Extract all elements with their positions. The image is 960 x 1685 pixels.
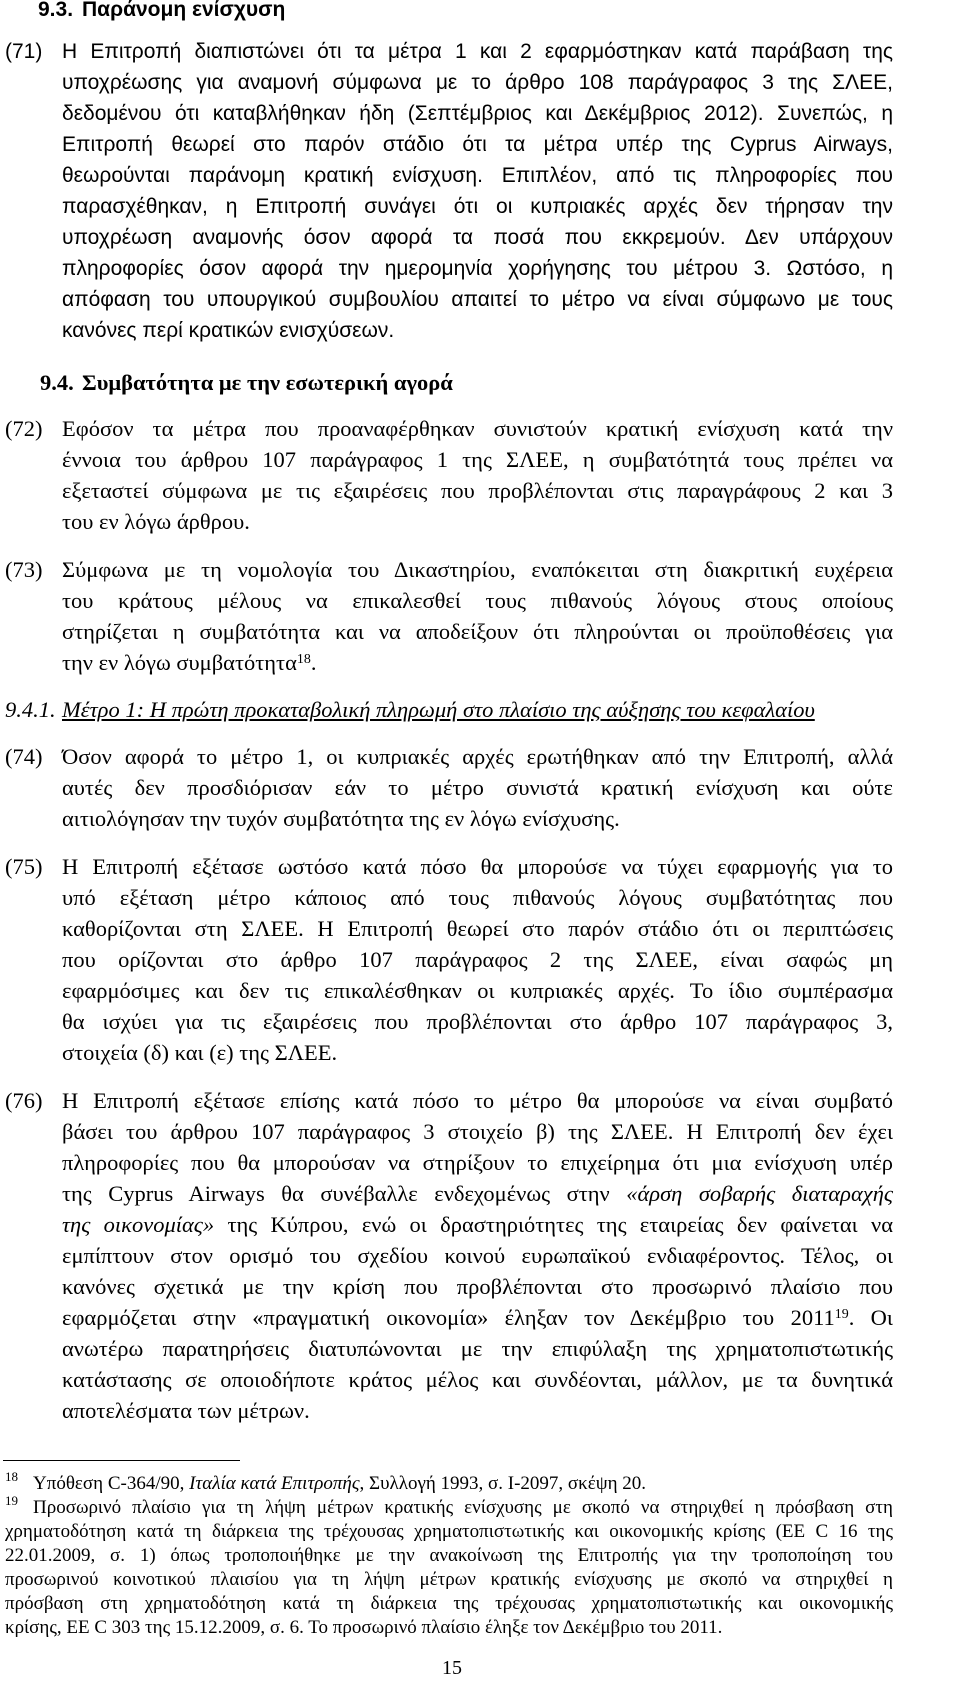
text-line: Σύμφωνα με τη νομολογία του Δικαστηρίου, εναπόκειται στη διακριτική ευχέρεια: [62, 557, 893, 582]
footnote-reference: 18: [296, 652, 311, 668]
paragraph-body: [62, 413, 893, 537]
paragraph-number: (74): [5, 744, 43, 769]
paragraph-body: [62, 741, 893, 834]
footnote-line: χρηματοδότηση κατά τη διάρκεια της τρέχουσας χρηματοπιστωτικής και οικονομικής κρίσης (ΕΕ C 16 της: [5, 1521, 893, 1542]
section-number: 9.4.: [40, 370, 74, 395]
text-line: Η Επιτροπή εξέτασε ωστόσο κατά πόσο θα μπορούσε να τύχει εφαρμογής για το: [62, 854, 893, 879]
section-title: Παράνομη ενίσχυση: [82, 0, 286, 21]
text-line: ανωτέρω παρατηρήσεις διατυπώνονται με την επιφύλαξη της χρηματοπιστωτικής: [62, 1336, 893, 1361]
text-line: υποχρέωσης για αναμονή σύμφωνα με το άρθρο 108 παράγραφος 3 της ΣΛΕΕ,: [62, 71, 893, 94]
section-heading-9-4-1: [0, 694, 960, 725]
footnote-reference: 19: [834, 1307, 849, 1323]
text-line: αιτιολόγησαν την τυχόν συμβατότητα της εν λόγω ενίσχυσης.: [62, 806, 620, 831]
text-line: δεδομένου ότι καταβλήθηκαν ήδη (Σεπτέμβριος και Δεκέμβριος 2012). Συνεπώς, η: [62, 102, 893, 125]
footnote-number-text: 18: [5, 1469, 18, 1484]
italic-quote: της οικονομίας»: [62, 1212, 215, 1237]
footnote-number-text: 19: [5, 1493, 18, 1508]
text-line: [62, 647, 893, 678]
text-line: υποχρέωση αναμονής όσον αφορά τα ποσά που εκκρεμούν. Δεν υπάρχουν: [62, 226, 893, 249]
text-line: Η Επιτροπή εξέτασε επίσης κατά πόσο το μέτρο θα μπορούσε να είναι συμβατό: [62, 1088, 893, 1113]
section-title: Συμβατότητα με την εσωτερική αγορά: [82, 370, 453, 395]
footnote-line: πρόσβαση στη χρηματοδότηση κατά τη διάρκεια της τρέχουσας χρηματοπιστωτικής και οικονομικής: [5, 1593, 893, 1614]
text-line: Εφόσον τα μέτρα που προαναφέρθηκαν συνιστούν κρατική ενίσχυση κατά την: [62, 416, 893, 441]
paragraph-body: [62, 851, 893, 1068]
text-segment: της Cyprus Airways θα συνέβαλλε ενδεχομένως στην: [62, 1181, 627, 1206]
text-line: [62, 1209, 893, 1240]
text-line: υπό εξέταση μέτρο κάποιος από τους πιθανούς λόγους συμβατότητας που: [62, 885, 893, 910]
text-line: θεωρούνται παράνομη κρατική ενίσχυση. Επιπλέον, από τις πληροφορίες που: [62, 164, 893, 187]
paragraph-number: (76): [5, 1088, 43, 1113]
paragraph-number: (75): [5, 854, 43, 879]
text-line: [62, 1302, 893, 1333]
text-segment: .: [310, 650, 317, 675]
text-segment: εφαρμόζεται στην «πραγματική οικονομία» έληξαν τον Δεκέμβριο του 2011: [62, 1305, 835, 1330]
case-name: Ιταλία κατά Επιτροπής: [189, 1473, 360, 1494]
text-line: αυτές δεν προσδιόρισαν εάν το μέτρο συνιστά κρατική ενίσχυση και ούτε: [62, 775, 893, 800]
text-line: στοιχεία (δ) και (ε) της ΣΛΕΕ.: [62, 1040, 338, 1065]
text-segment: Υπόθεση C-364/90,: [33, 1473, 190, 1494]
footnote-body: [5, 1520, 893, 1640]
text-line: αποτελέσματα των μέτρων.: [62, 1398, 310, 1423]
text-segment: , Συλλογή 1993, σ. I-2097, σκέψη 20.: [359, 1473, 647, 1494]
text-line: πληροφορίες όσον αφορά την ημερομηνία χορήγησης του μέτρου 3. Ωστόσο, η: [62, 257, 893, 280]
text-line: Επιτροπή θεωρεί στο παρόν στάδιο ότι τα μέτρα υπέρ της Cyprus Airways,: [62, 133, 893, 156]
footnote-line: κρίσης, ΕΕ C 303 της 15.12.2009, σ. 6. Το προσωρινό πλαίσιο έληξε τον Δεκέμβριο του 2011.: [5, 1617, 723, 1638]
text-line: εμπίπτουν στον ορισμό του σχεδίου κοινού ευρωπαϊκού ενδιαφέροντος. Τέλος, οι: [62, 1243, 893, 1268]
paragraph-number: (71): [5, 40, 43, 63]
paragraph-body: [62, 554, 893, 678]
text-line: πληροφορίες που θα μπορούσαν να στηρίξουν το επιχείρημα ότι μια ενίσχυση υπέρ: [62, 1150, 893, 1175]
text-line: θα ισχύει για τις εξαιρέσεις που προβλέπονται στο άρθρο 107 παράγραφος 3,: [62, 1009, 893, 1034]
section-title: Μέτρο 1: Η πρώτη προκαταβολική πληρωμή στο πλαίσιο της αύξησης του κεφαλαίου: [62, 697, 815, 722]
paragraph-number: (72): [5, 416, 43, 441]
text-line: [62, 1178, 893, 1209]
page-number: 15: [442, 1657, 462, 1679]
section-number: 9.3.: [38, 0, 74, 21]
text-line: κατάστασης σε οποιοδήποτε κράτος μέλος και συνδέονται, μάλλον, με τα δυνητικά: [62, 1367, 893, 1392]
text-line: Όσον αφορά το μέτρο 1, οι κυπριακές αρχές ερωτήθηκαν από την Επιτροπή, αλλά: [62, 744, 893, 769]
text-segment: της Κύπρου, ενώ οι δραστηριότητες της εταιρείας δεν φαίνεται να: [214, 1212, 893, 1237]
text-line: κανόνες περί κρατικών ενισχύσεων.: [62, 319, 395, 342]
section-heading-9-4: [0, 367, 960, 398]
footnote-18: [0, 1469, 960, 1496]
footnote-19: [0, 1493, 960, 1640]
text-segment: την εν λόγω συμβατότητα: [62, 650, 297, 675]
text-line: εξεταστεί σύμφωνα με τις εξαιρέσεις που προβλέπονται στις παραγράφους 2 και 3: [62, 478, 893, 503]
footnote-line: προσωρινού κοινοτικού πλαισίου για τη λήψη μέτρων κρατικής ενίσχυσης με σκοπό να στηριχθεί η: [5, 1569, 893, 1590]
text-line: εφαρμόσιμες και δεν τις επικαλέσθηκαν οι κυπριακές αρχές. Το ίδιο συμπέρασμα: [62, 978, 893, 1003]
footnote-separator: [3, 1460, 240, 1461]
text-line: Η Επιτροπή διαπιστώνει ότι τα μέτρα 1 και 2 εφαρμόστηκαν κατά παράβαση της: [62, 40, 893, 63]
paragraph-body: [62, 1085, 893, 1426]
text-line: καθορίζονται στη ΣΛΕΕ. Η Επιτροπή θεωρεί στο παρόν στάδιο ότι οι περιπτώσεις: [62, 916, 893, 941]
text-line: έννοια του άρθρου 107 παράγραφος 1 της ΣΛΕΕ, η συμβατότητά τους πρέπει να: [62, 447, 893, 472]
text-line: που ορίζονται στο άρθρο 107 παράγραφος 2 της ΣΛΕΕ, είναι σαφώς μη: [62, 947, 893, 972]
italic-quote: «άρση σοβαρής διαταραχής: [626, 1181, 893, 1206]
text-line: παρασχέθηκαν, η Επιτροπή συνάγει ότι οι κυπριακές αρχές δεν τήρησαν την: [62, 195, 893, 218]
footnote-number: [5, 1493, 18, 1520]
paragraph-body: [62, 36, 893, 346]
section-heading-9-3: [0, 0, 960, 22]
footnote-line: 22.01.2009, σ. 1) όπως τροποποιήθηκε με την ανακοίνωση της Επιτροπής για την τροποποίηση του: [5, 1545, 893, 1566]
text-segment: . Οι: [848, 1305, 893, 1330]
paragraph-number: (73): [5, 557, 43, 582]
text-line: κανόνες σχετικά με την κρίση που προβλέπονται στο προσωρινό πλαίσιο που: [62, 1274, 893, 1299]
text-line: του κράτους μέλους να επικαλεσθεί τους πιθανούς λόγους στους οποίους: [62, 588, 893, 613]
footnote-text: [33, 1472, 893, 1496]
text-line: βάσει του άρθρου 107 παράγραφος 3 στοιχείο β) της ΣΛΕΕ. Η Επιτροπή δεν έχει: [62, 1119, 893, 1144]
text-line: απόφαση του υπουργικού συμβουλίου απαιτεί το μέτρο να είναι σύμφωνο με τους: [62, 288, 893, 311]
text-line: του εν λόγω άρθρου.: [62, 509, 250, 534]
text-line: στηρίζεται η συμβατότητα και να αποδείξουν ότι πληρούνται οι προϋποθέσεις για: [62, 619, 893, 644]
section-number: 9.4.1.: [5, 697, 56, 722]
footnote-line: Προσωρινό πλαίσιο για τη λήψη μέτρων κρατικής ενίσχυσης με σκοπό να στηριχθεί η πρόσβαση στη: [33, 1497, 893, 1518]
